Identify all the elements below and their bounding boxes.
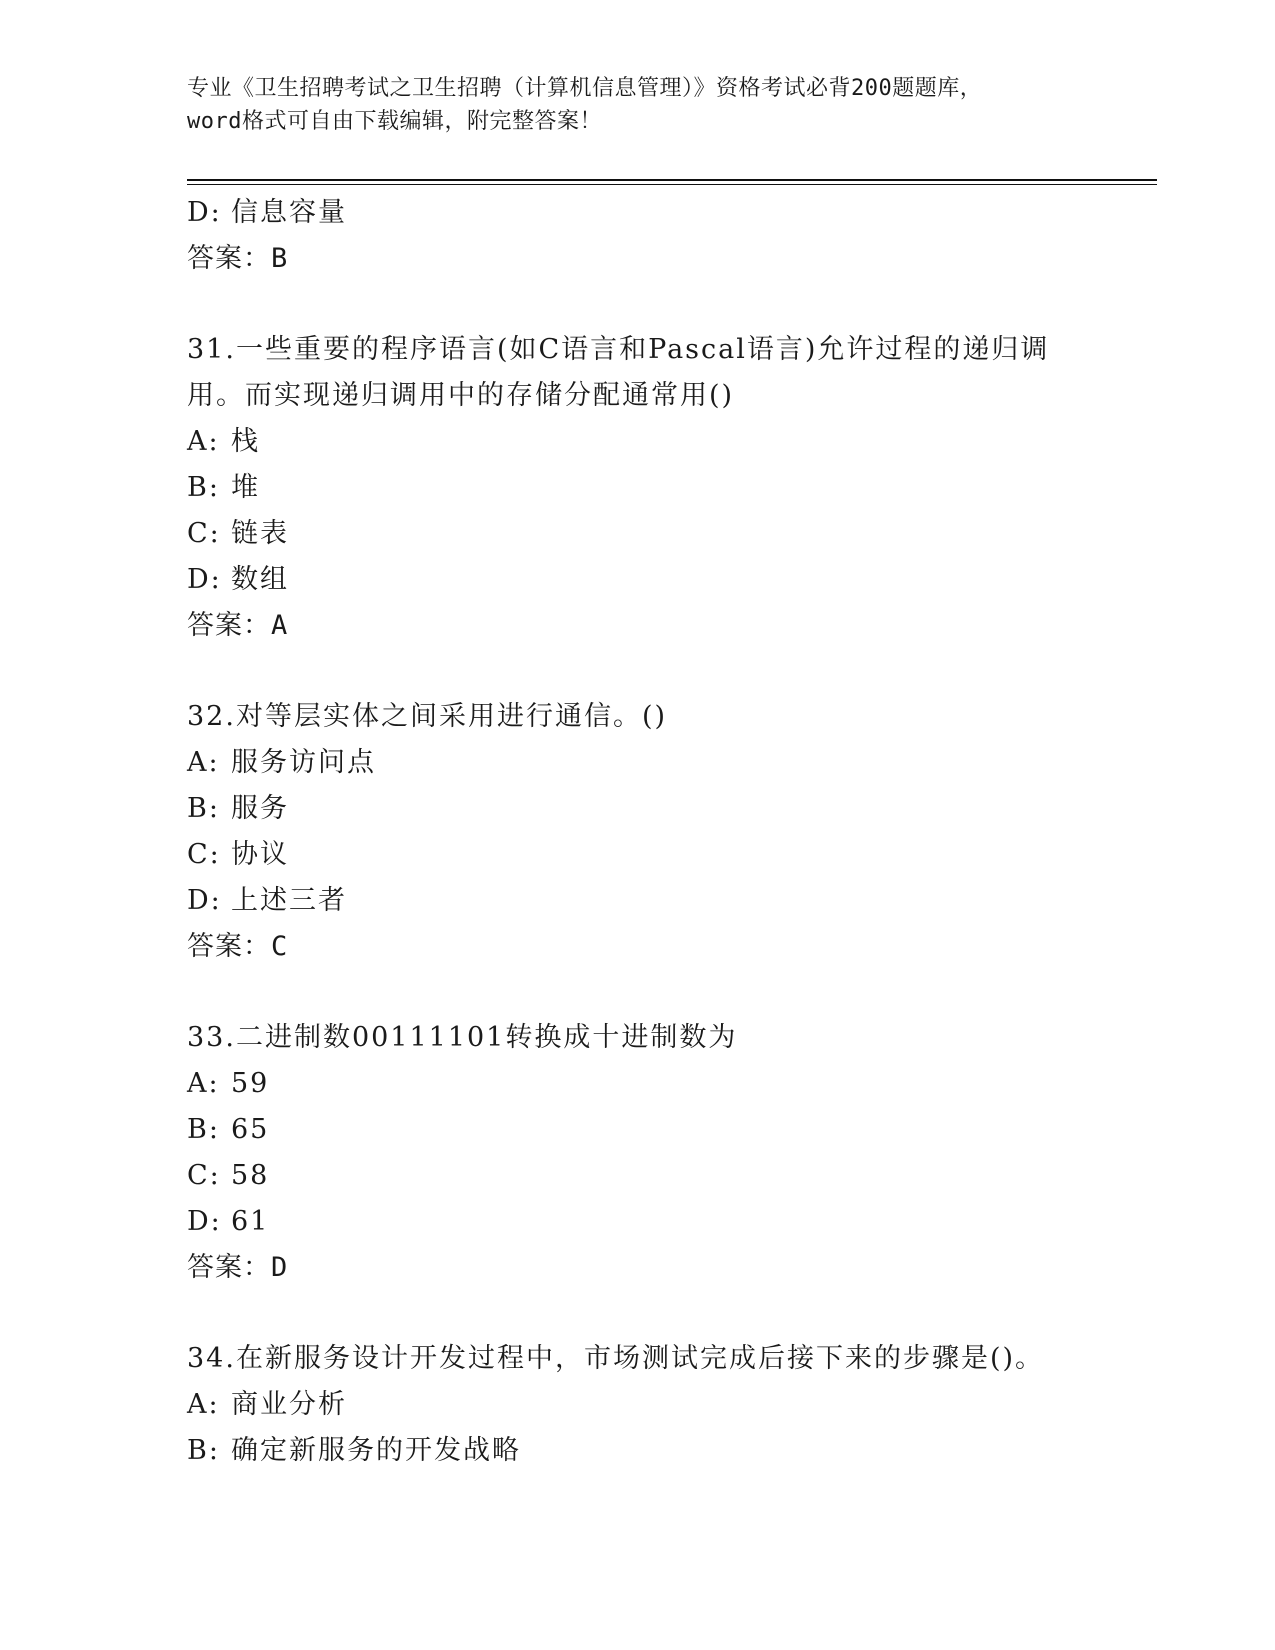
option-text: 59 (231, 1068, 270, 1099)
option-d (187, 557, 1147, 603)
option-d (187, 190, 1147, 236)
option-text: 协议 (231, 839, 289, 870)
option-text: 上述三者 (231, 885, 347, 916)
question-32 (187, 694, 1147, 970)
option-c (187, 511, 1147, 557)
option-text: 61 (231, 1206, 270, 1237)
option-key: B: (187, 793, 220, 824)
option-text: 商业分析 (231, 1389, 347, 1420)
option-b (187, 786, 1147, 832)
option-key: C: (187, 518, 221, 549)
option-text: 信息容量 (231, 197, 347, 228)
question-31 (187, 327, 1147, 649)
option-text: 服务访问点 (231, 747, 376, 778)
option-text: 确定新服务的开发战略 (231, 1435, 521, 1466)
option-b (187, 1428, 1147, 1474)
question-stem-continued: 用。而实现递归调用中的存储分配通常用() (187, 380, 735, 411)
header-line-1: 专业《卫生招聘考试之卫生招聘（计算机信息管理）》资格考试必背200题题库， (187, 76, 983, 101)
option-b (187, 465, 1147, 511)
option-d (187, 878, 1147, 924)
option-a (187, 419, 1147, 465)
option-key: A: (187, 1389, 220, 1420)
option-key: C: (187, 1160, 221, 1191)
option-a (187, 1382, 1147, 1428)
option-a (187, 1061, 1147, 1107)
question-34 (187, 1336, 1147, 1474)
option-key: D: (187, 564, 222, 595)
answer-line: 答案：A (187, 610, 289, 641)
option-key: A: (187, 426, 220, 457)
question-stem: 34.在新服务设计开发过程中，市场测试完成后接下来的步骤是()。 (187, 1343, 1045, 1374)
spacer (187, 1291, 1147, 1336)
option-key: A: (187, 1068, 220, 1099)
option-text: 服务 (231, 793, 289, 824)
option-c (187, 1153, 1147, 1199)
question-33 (187, 1015, 1147, 1291)
option-key: A: (187, 747, 220, 778)
option-key: D: (187, 885, 222, 916)
option-d (187, 1199, 1147, 1245)
question-stem: 33.二进制数00111101转换成十进制数为 (187, 1022, 738, 1053)
option-key: C: (187, 839, 221, 870)
header-divider-thick (187, 179, 1157, 181)
spacer (187, 970, 1147, 1015)
document-header (187, 72, 1087, 138)
answer-line: 答案：D (187, 1252, 289, 1283)
option-text: 65 (231, 1114, 270, 1145)
spacer (187, 649, 1147, 694)
option-text: 链表 (231, 518, 289, 549)
question-list (187, 190, 1147, 1474)
option-text: 数组 (231, 564, 289, 595)
option-key: D: (187, 1206, 222, 1237)
option-text: 堆 (231, 472, 260, 503)
answer-line: 答案：C (187, 931, 289, 962)
option-key: B: (187, 472, 220, 503)
option-b (187, 1107, 1147, 1153)
option-a (187, 740, 1147, 786)
answer-line: 答案：B (187, 243, 289, 274)
option-key: D: (187, 197, 222, 228)
header-line-2: word格式可自由下载编辑，附完整答案！ (187, 109, 602, 134)
header-divider-thin (187, 184, 1157, 185)
option-text: 58 (231, 1160, 270, 1191)
option-key: B: (187, 1114, 220, 1145)
option-key: B: (187, 1435, 220, 1466)
question-stem: 32.对等层实体之间采用进行通信。() (187, 701, 668, 732)
option-text: 栈 (231, 426, 260, 457)
spacer (187, 282, 1147, 327)
question-stem: 31.一些重要的程序语言(如C语言和Pascal语言)允许过程的递归调 (187, 334, 1050, 365)
option-c (187, 832, 1147, 878)
